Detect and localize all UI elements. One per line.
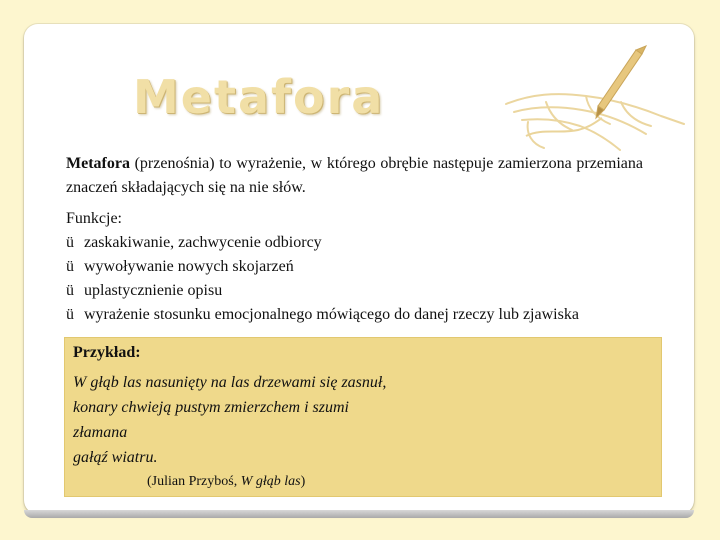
checkmark-icon: ü <box>66 258 74 275</box>
list-item-text: wyrażenie stosunku emocjonalnego mówiącego do danej rzeczy lub zjawiska <box>84 306 579 323</box>
checkmark-icon: ü <box>66 282 74 299</box>
list-item <box>66 231 666 255</box>
example-box <box>64 337 662 497</box>
hand-writing-with-pen-icon <box>486 44 686 154</box>
list-item-text: uplastycznienie opisu <box>84 282 223 299</box>
list-item-text: zaskakiwanie, zachwycenie odbiorcy <box>84 234 322 251</box>
list-item <box>66 303 666 327</box>
source-work-title: W głąb las <box>240 474 301 489</box>
slide-bottom-bar <box>24 510 694 518</box>
example-heading: Przykład: <box>73 344 141 361</box>
source-author: Julian Przyboś, <box>151 474 241 489</box>
checkmark-icon: ü <box>66 234 74 251</box>
source-open: ( <box>147 474 152 489</box>
poem-source <box>147 474 305 490</box>
poem-line: złamana <box>73 424 128 441</box>
definition-paragraph <box>66 152 643 200</box>
definition-text: (przenośnia) to wyrażenie, w którego obrębie następuje zamierzona przemiana znaczeń składających się na nie słów. <box>66 155 643 196</box>
list-item-text: wywoływanie nowych skojarzeń <box>84 258 294 275</box>
list-item <box>66 255 666 279</box>
poem-line: konary chwieją pustym zmierzchem i szumi <box>73 399 349 416</box>
poem-line: W głąb las nasunięty na las drzewami się zasnuł, <box>73 374 387 391</box>
poem-line: gałąź wiatru. <box>73 449 158 466</box>
functions-heading: Funkcje: <box>66 210 122 227</box>
definition-term: Metafora <box>66 155 130 172</box>
slide-title: Metafora <box>133 70 385 124</box>
poem-quote <box>73 370 386 470</box>
source-close: ) <box>300 474 306 489</box>
checkmark-icon: ü <box>66 306 74 323</box>
list-item <box>66 279 666 303</box>
functions-list <box>66 207 666 327</box>
